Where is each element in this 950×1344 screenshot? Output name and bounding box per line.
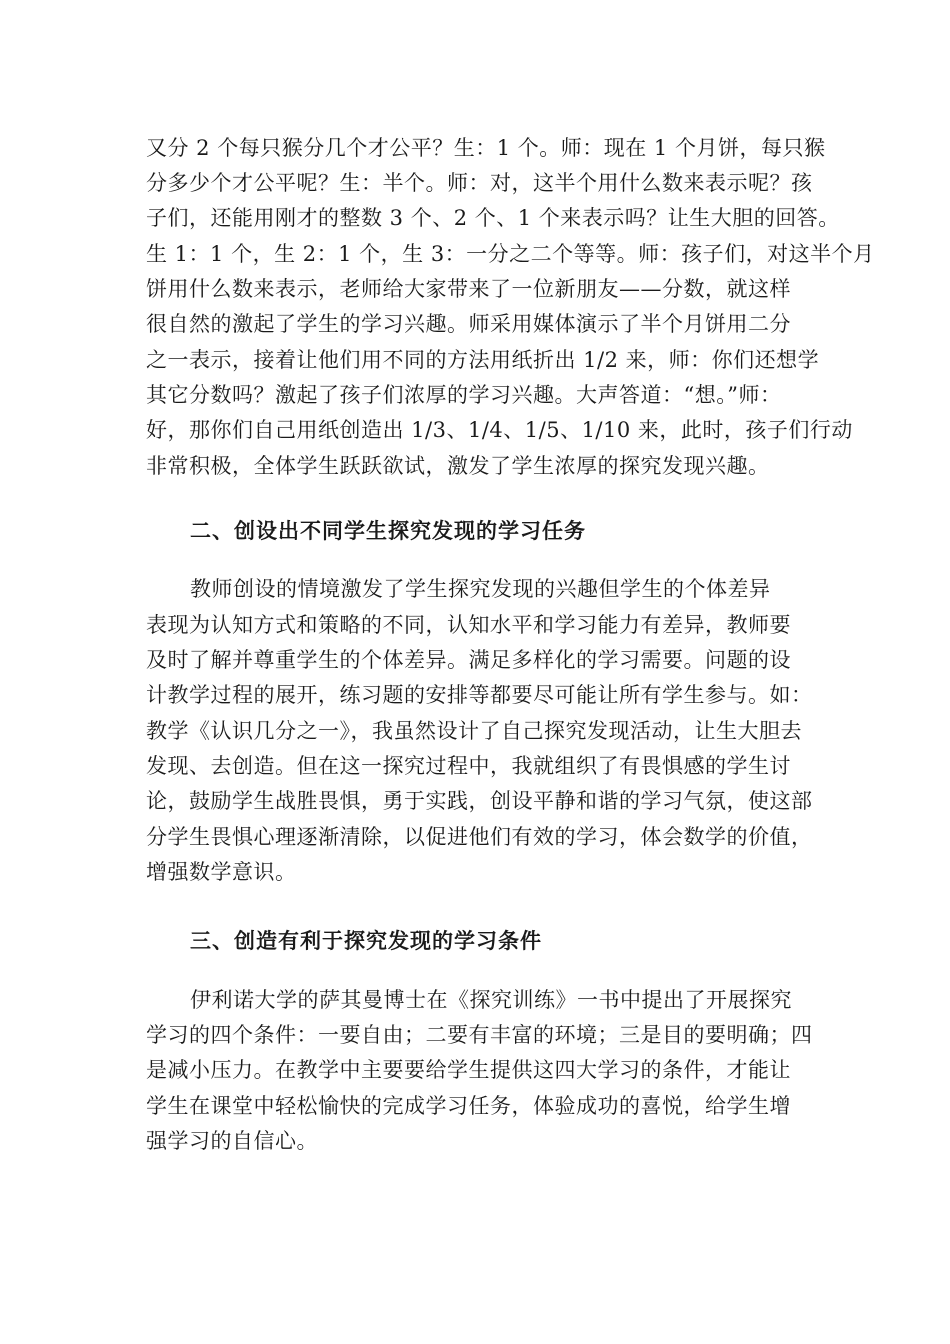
paragraph-3-line-3: 是减小压力。在教学中主要要给学生提供这四大学习的条件，才能让 (146, 1058, 791, 1082)
paragraph-3-line-2: 学习的四个条件：一要自由；二要有丰富的环境；三是目的要明确；四 (146, 1023, 813, 1047)
paragraph-3-line-4: 学生在课堂中轻松愉快的完成学习任务，体验成功的喜悦，给学生增 (146, 1094, 791, 1118)
paragraph-1-line-3: 子们，还能用刚才的整数 3 个、2 个、1 个来表示吗？让生大胆的回答。 (146, 206, 840, 230)
paragraph-1-line-4: 生 1：1 个，生 2：1 个，生 3：一分之二个等等。师：孩子们，对这半个月 (146, 242, 875, 266)
paragraph-1-line-2: 分多少个才公平呢？生：半个。师：对，这半个用什么数来表示呢？孩 (146, 171, 813, 195)
paragraph-1-line-10: 非常积极，全体学生跃跃欲试，激发了学生浓厚的探究发现兴趣。 (146, 454, 770, 478)
paragraph-3-line-1: 伊利诺大学的萨其曼博士在《探究训练》一书中提出了开展探究 (190, 988, 792, 1012)
paragraph-2-line-8: 分学生畏惧心理逐渐清除，以促进他们有效的学习，体会数学的价值， (146, 825, 813, 849)
paragraph-2-line-2: 表现为认知方式和策略的不同，认知水平和学习能力有差异，教师要 (146, 613, 791, 637)
paragraph-1-line-7: 之一表示，接着让他们用不同的方法用纸折出 1/2 来，师：你们还想学 (146, 348, 820, 372)
paragraph-2-line-3: 及时了解并尊重学生的个体差异。满足多样化的学习需要。问题的设 (146, 648, 791, 672)
paragraph-1-line-5: 饼用什么数来表示，老师给大家带来了一位新朋友——分数，就这样 (146, 277, 791, 301)
paragraph-1-line-9: 好，那你们自己用纸创造出 1/3、1/4、1/5、1/10 来，此时，孩子们行动 (146, 418, 853, 442)
section-heading-3: 三、创造有利于探究发现的学习条件 (190, 929, 542, 953)
paragraph-3-line-5: 强学习的自信心。 (146, 1129, 318, 1153)
paragraph-2-line-5: 教学《认识几分之一》，我虽然设计了自己探究发现活动，让生大胆去 (146, 719, 802, 743)
paragraph-1-line-6: 很自然的激起了学生的学习兴趣。师采用媒体演示了半个月饼用二分 (146, 312, 791, 336)
paragraph-1-line-1: 又分 2 个每只猴分几个才公平？生：1 个。师：现在 1 个月饼，每只猴 (146, 136, 826, 160)
paragraph-2-line-4: 计教学过程的展开，练习题的安排等都要尽可能让所有学生参与。如： (146, 683, 813, 707)
paragraph-2-line-7: 论，鼓励学生战胜畏惧，勇于实践，创设平静和谐的学习气氛，使这部 (146, 789, 813, 813)
paragraph-2-line-9: 增强数学意识。 (146, 860, 297, 884)
paragraph-2-line-1: 教师创设的情境激发了学生探究发现的兴趣但学生的个体差异 (190, 577, 771, 601)
paragraph-1-line-8: 其它分数吗？激起了孩子们浓厚的学习兴趣。大声答道：“想。”师： (146, 383, 782, 407)
paragraph-2-line-6: 发现、去创造。但在这一探究过程中，我就组织了有畏惧感的学生讨 (146, 754, 791, 778)
section-heading-2: 二、创设出不同学生探究发现的学习任务 (190, 519, 586, 543)
